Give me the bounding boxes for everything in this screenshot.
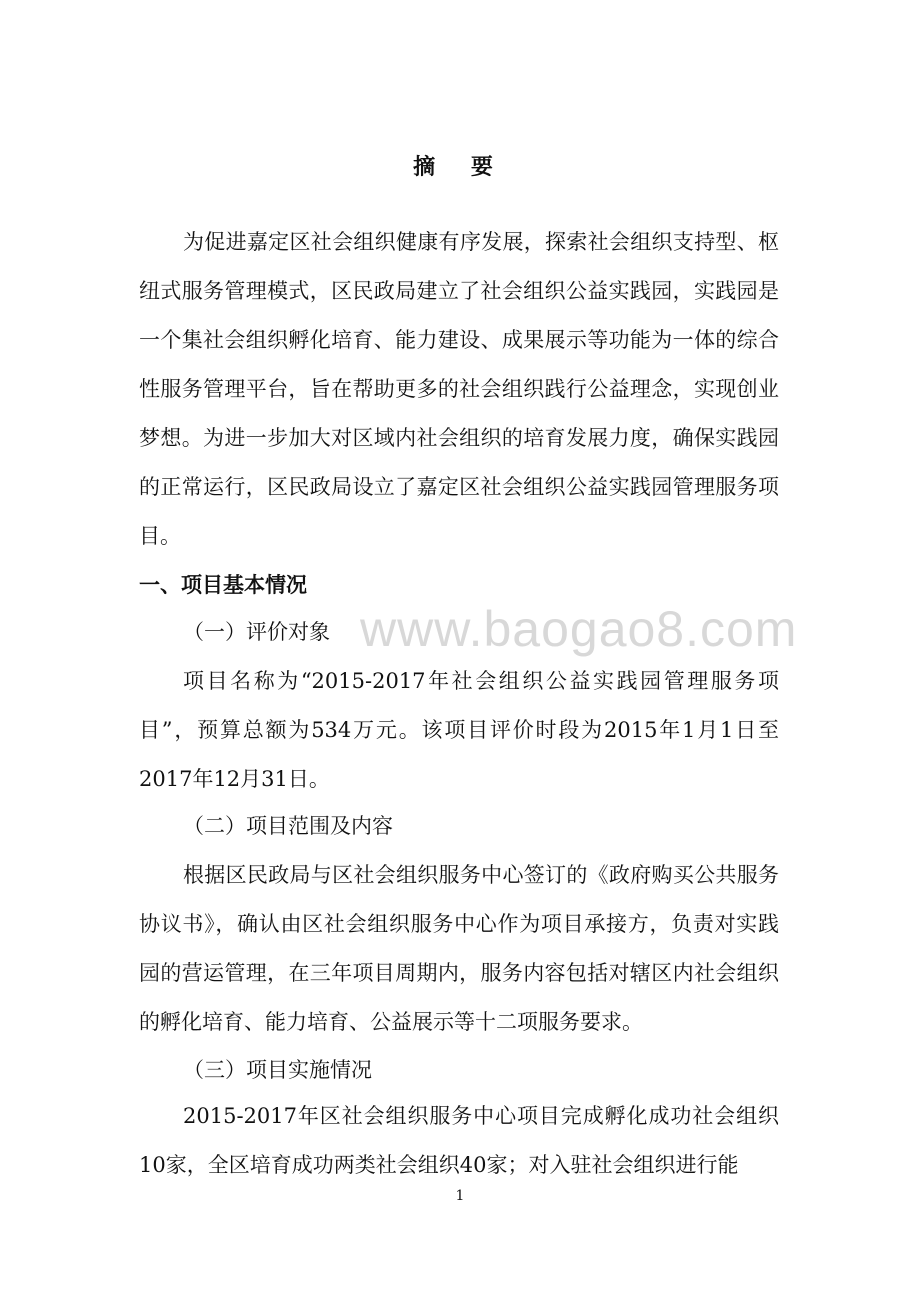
page-number: 1: [455, 1188, 465, 1204]
document-title: 摘 要: [413, 154, 507, 180]
scope-paragraph: 根据区民政局与区社会组织服务中心签订的《政府购买公共服务协议书》，确认由区社会组织服务中心作为项目承接方，负责对实践园的营运管理，在三年项目周期内，服务内容包括对辖区内社会组织的孵化培育、能力培育、公益展示等十二项服务要求。: [139, 863, 779, 1034]
subheading-evaluation-object: （一）评价对象: [183, 620, 330, 644]
subheading-implementation: （三）项目实施情况: [183, 1058, 372, 1082]
project-name-paragraph: 项目名称为“2015-2017年社会组织公益实践园管理服务项目”，预算总额为534万元。该项目评价时段为2015年1月1日至2017年12月31日。: [139, 669, 779, 791]
watermark: www.baogao8.com: [360, 601, 798, 657]
implementation-paragraph: 2015-2017年区社会组织服务中心项目完成孵化成功社会组织10家，全区培育成功两类社会组织40家；对入驻社会组织进行能: [139, 1104, 779, 1177]
section-heading-project-basics: 一、项目基本情况: [139, 572, 307, 597]
abstract-paragraph: 为促进嘉定区社会组织健康有序发展，探索社会组织支持型、枢纽式服务管理模式，区民政局建立了社会组织公益实践园，实践园是一个集社会组织孵化培育、能力建设、成果展示等功能为一体的综合性服务管理平台，旨在帮助更多的社会组织践行公益理念，实现创业梦想。为进一步加大对区域内社会组织的培育发展力度，确保实践园的正常运行，区民政局设立了嘉定区社会组织公益实践园管理服务项目。: [139, 230, 779, 548]
subheading-scope-content: （二）项目范围及内容: [183, 814, 393, 838]
